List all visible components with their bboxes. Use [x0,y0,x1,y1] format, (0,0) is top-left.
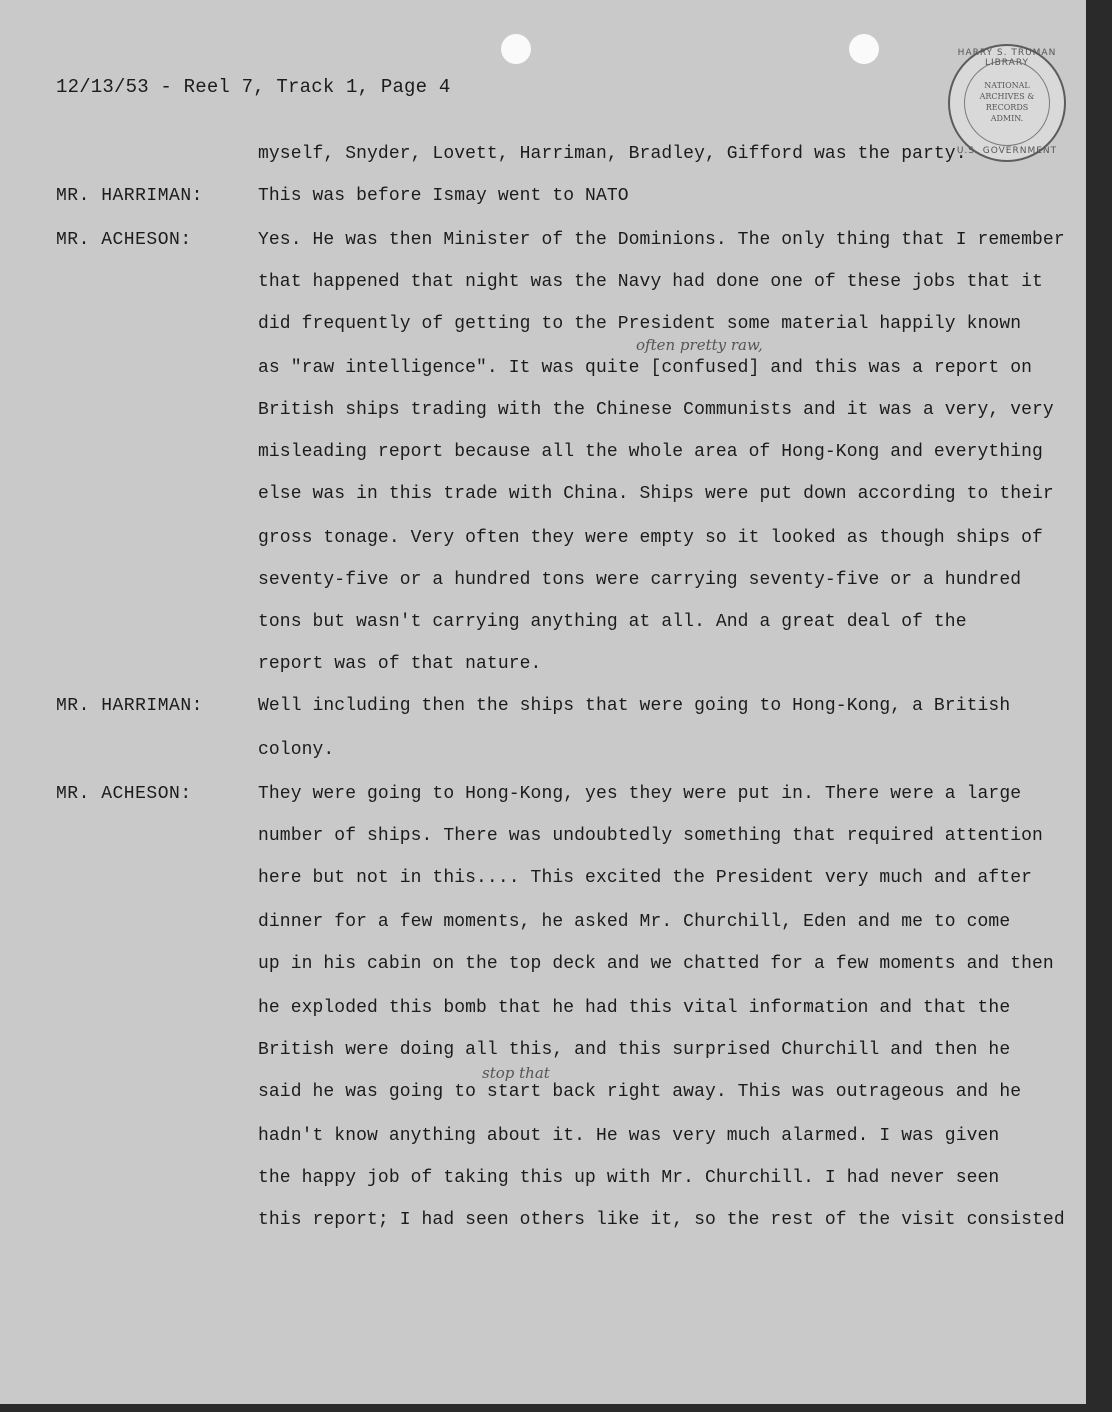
transcript-line: gross tonage. Very often they were empty so it looked as though ships of [258,528,1043,548]
stamp-ring-bottom-text: U.S. GOVERNMENT [956,146,1058,156]
handwritten-annotation: stop that [482,1064,550,1082]
stamp-center-line: ADMIN. [990,114,1024,123]
transcript-line: British ships trading with the Chinese Communists and it was a very, very [258,400,1054,420]
transcript-line: the happy job of taking this up with Mr. Churchill. I had never seen [258,1168,1000,1188]
transcript-line: said he was going to start back right away. This was outrageous and he [258,1082,1022,1102]
transcript-line: that happened that night was the Navy had done one of these jobs that it [258,272,1043,292]
speaker-label: MR. HARRIMAN: [56,186,203,206]
transcript-line: They were going to Hong-Kong, yes they were put in. There were a large [258,784,1022,804]
speaker-label: MR. HARRIMAN: [56,696,203,716]
transcript-line: misleading report because all the whole area of Hong-Kong and everything [258,442,1043,462]
transcript-line: colony. [258,740,335,760]
transcript-line: this report; I had seen others like it, so the rest of the visit consisted [258,1210,1065,1230]
transcript-line: he exploded this bomb that he had this vital information and that the [258,998,1011,1018]
stamp-center-text [950,80,1064,124]
handwritten-annotation: often pretty raw, [636,336,763,354]
transcript-line: else was in this trade with China. Ships were put down according to their [258,484,1054,504]
transcript-line: did frequently of getting to the President some material happily known [258,314,1022,334]
speaker-label: MR. ACHESON: [56,230,192,250]
stamp-center-line: NATIONAL [984,81,1030,90]
stamp-center-line: RECORDS [985,103,1029,112]
speaker-label: MR. ACHESON: [56,784,192,804]
transcript-line: report was of that nature. [258,654,542,674]
transcript-line: dinner for a few moments, he asked Mr. Churchill, Eden and me to come [258,912,1011,932]
page-header: 12/13/53 - Reel 7, Track 1, Page 4 [56,76,451,98]
transcript-line: myself, Snyder, Lovett, Harriman, Bradley, Gifford was the party. [258,144,967,164]
transcript-line: hadn't know anything about it. He was very much alarmed. I was given [258,1126,1000,1146]
transcript-line: number of ships. There was undoubtedly something that required attention [258,826,1043,846]
transcript-line: up in his cabin on the top deck and we chatted for a few moments and then [258,954,1054,974]
transcript-line: Well including then the ships that were going to Hong-Kong, a British [258,696,1011,716]
transcript-line: British were doing all this, and this surprised Churchill and then he [258,1040,1011,1060]
transcript-line: seventy-five or a hundred tons were carrying seventy-five or a hundred [258,570,1022,590]
stamp-ring-top-text: HARRY S. TRUMAN LIBRARY [957,48,1057,68]
punch-hole-right [849,34,879,64]
transcript-line: Yes. He was then Minister of the Dominions. The only thing that I remember [258,230,1065,250]
transcript-line: as "raw intelligence". It was quite [confused] and this was a report on [258,358,1033,378]
transcript-line: here but not in this.... This excited the President very much and after [258,868,1033,888]
punch-hole-left [501,34,531,64]
transcript-line: This was before Ismay went to NATO [258,186,629,206]
stamp-center-line: ARCHIVES & [979,92,1035,101]
transcript-line: tons but wasn't carrying anything at all. And a great deal of the [258,612,967,632]
